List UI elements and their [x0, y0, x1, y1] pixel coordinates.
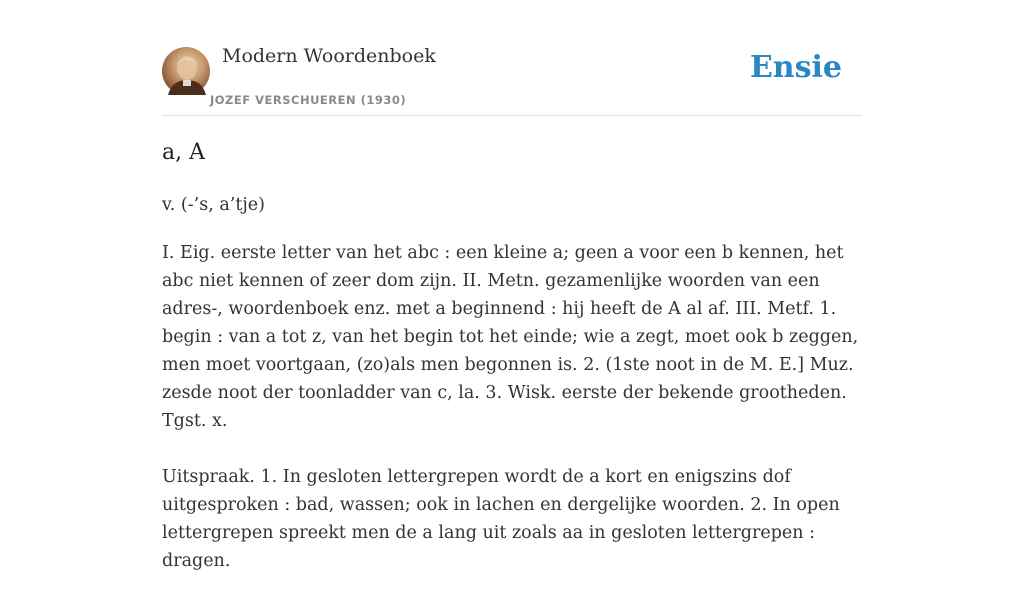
author-portrait-icon[interactable] — [162, 47, 210, 95]
pronunciation-paragraph: Uitspraak. 1. In gesloten lettergrepen wordt de a kort en enigszins dof uitgesproken : bad, wassen; ook in lachen en dergelijke woorden. 2. In open lettergrepen spreekt men de a lang uit zoals aa in gesloten lettergrepen : dragen. — [162, 467, 840, 571]
definition-paragraph: I. Eig. eerste letter van het abc : een kleine a; geen a voor een b kennen, het abc niet kennen of zeer dom zijn. II. Metn. gezamenlijke woorden van een adres-, woordenboek enz. met a beginnend : hij heeft de A al af. III. Metf. 1. begin : van a tot z, van het begin tot het einde; wie a zegt, moet ook b zeggen, men moet voortgaan, (zo)als men begonnen is. 2. (1ste noot in de M. E.] Muz. zesde noot der toonladder van c, la. 3. Wisk. eerste der bekende grootheden. Tgst. x. — [162, 243, 859, 431]
header — [162, 0, 862, 116]
author-label: JOZEF VERSCHUEREN (1930) — [210, 93, 407, 107]
entry-definition — [162, 239, 862, 603]
page — [162, 0, 862, 571]
book-title[interactable]: Modern Woordenboek — [222, 45, 436, 67]
ensie-logo[interactable]: Ensie — [749, 50, 842, 85]
entry-lemma: a, A — [162, 140, 205, 165]
entry-grammar: v. (-’s, a’tje) — [162, 195, 265, 215]
